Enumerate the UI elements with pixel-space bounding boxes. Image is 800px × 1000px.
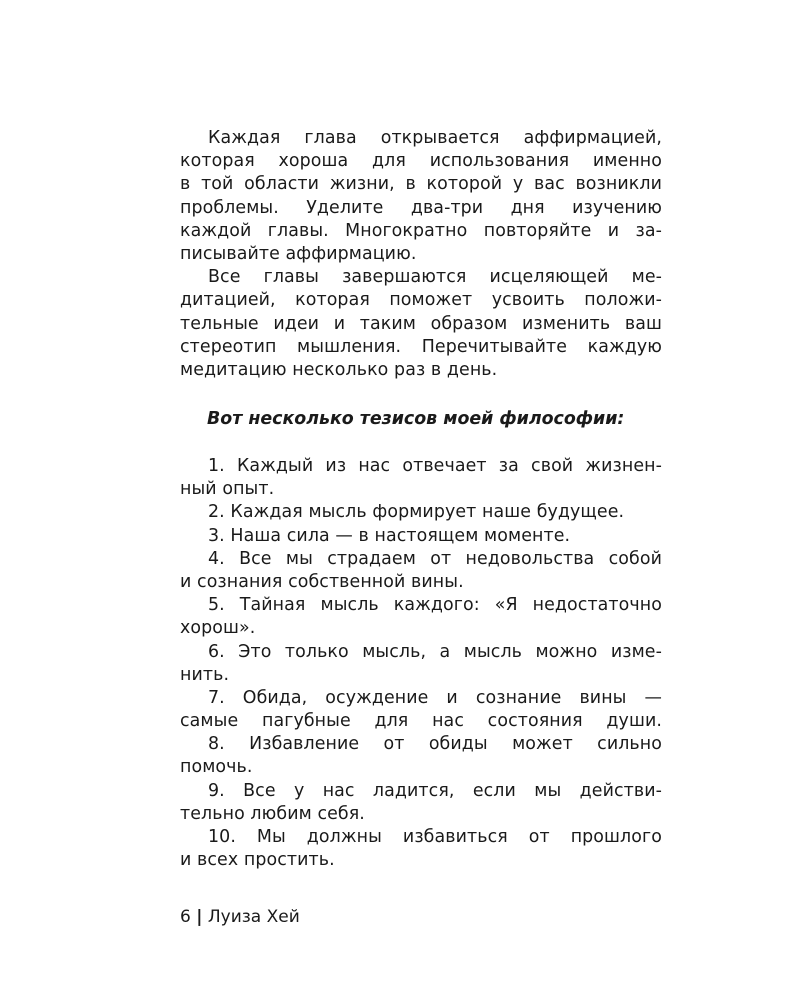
page-footer [180,906,300,928]
text-line: стереотип мышления. Перечитывайте каждую [180,336,662,357]
text-line: тельные идеи и таким образом изменить ваш [180,313,662,334]
list-item: 10. Мы должны избавиться от прошлого [208,827,662,847]
list-item: 8. Избавление от обиды может сильно [208,734,662,755]
text-line: каждой главы. Многократно повторяйте и за- [180,220,662,241]
text-line: Каждая глава открывается аффирмацией, [208,128,662,148]
list-item: 1. Каждый из нас отвечает за свой жизнен- [208,456,662,476]
list-item: самые пагубные для нас состояния души. [180,711,662,732]
list-item: нить. [180,664,230,685]
list-item: 3. Наша сила — в настоящем моменте. [208,525,571,546]
text-line: медитацию несколько раз в день. [180,359,498,380]
body-text [180,127,662,382]
text-line: в той области жизни, в которой у вас возникли [180,174,662,195]
text-line: Все главы завершаются исцеляющей ме- [208,267,662,288]
author-name: Луиза Хей [207,907,300,927]
list-item: 2. Каждая мысль формирует наше будущее. [208,502,625,523]
list-item: ный опыт. [180,479,275,500]
list-item: и сознания собственной вины. [180,571,464,592]
text-line: которая хороша для использования именно [180,151,662,172]
text-line: писывайте аффирмацию. [180,243,417,264]
footer-separator: | [196,907,203,927]
text-line: дитацией, которая поможет усвоить положи- [180,290,662,311]
list-item: помочь. [180,757,253,778]
list-item: 5. Тайная мысль каждого: «Я недостаточно [208,595,662,616]
page-number: 6 [180,907,191,927]
list-item: 6. Это только мысль, а мысль можно изме- [208,641,662,662]
theses-list [180,455,662,872]
list-item: и всех простить. [180,850,335,871]
section-heading: Вот несколько тезисов моей философии: [207,409,625,429]
list-item: тельно любим себя. [180,803,365,824]
list-item: 7. Обида, осуждение и сознание вины — [208,687,662,708]
list-item: 9. Все у нас ладится, если мы действи- [208,780,662,801]
list-item: 4. Все мы страдаем от недовольства собой [208,548,662,569]
list-item: хорош». [180,618,256,639]
text-line: проблемы. Уделите два-три дня изучению [180,197,662,218]
